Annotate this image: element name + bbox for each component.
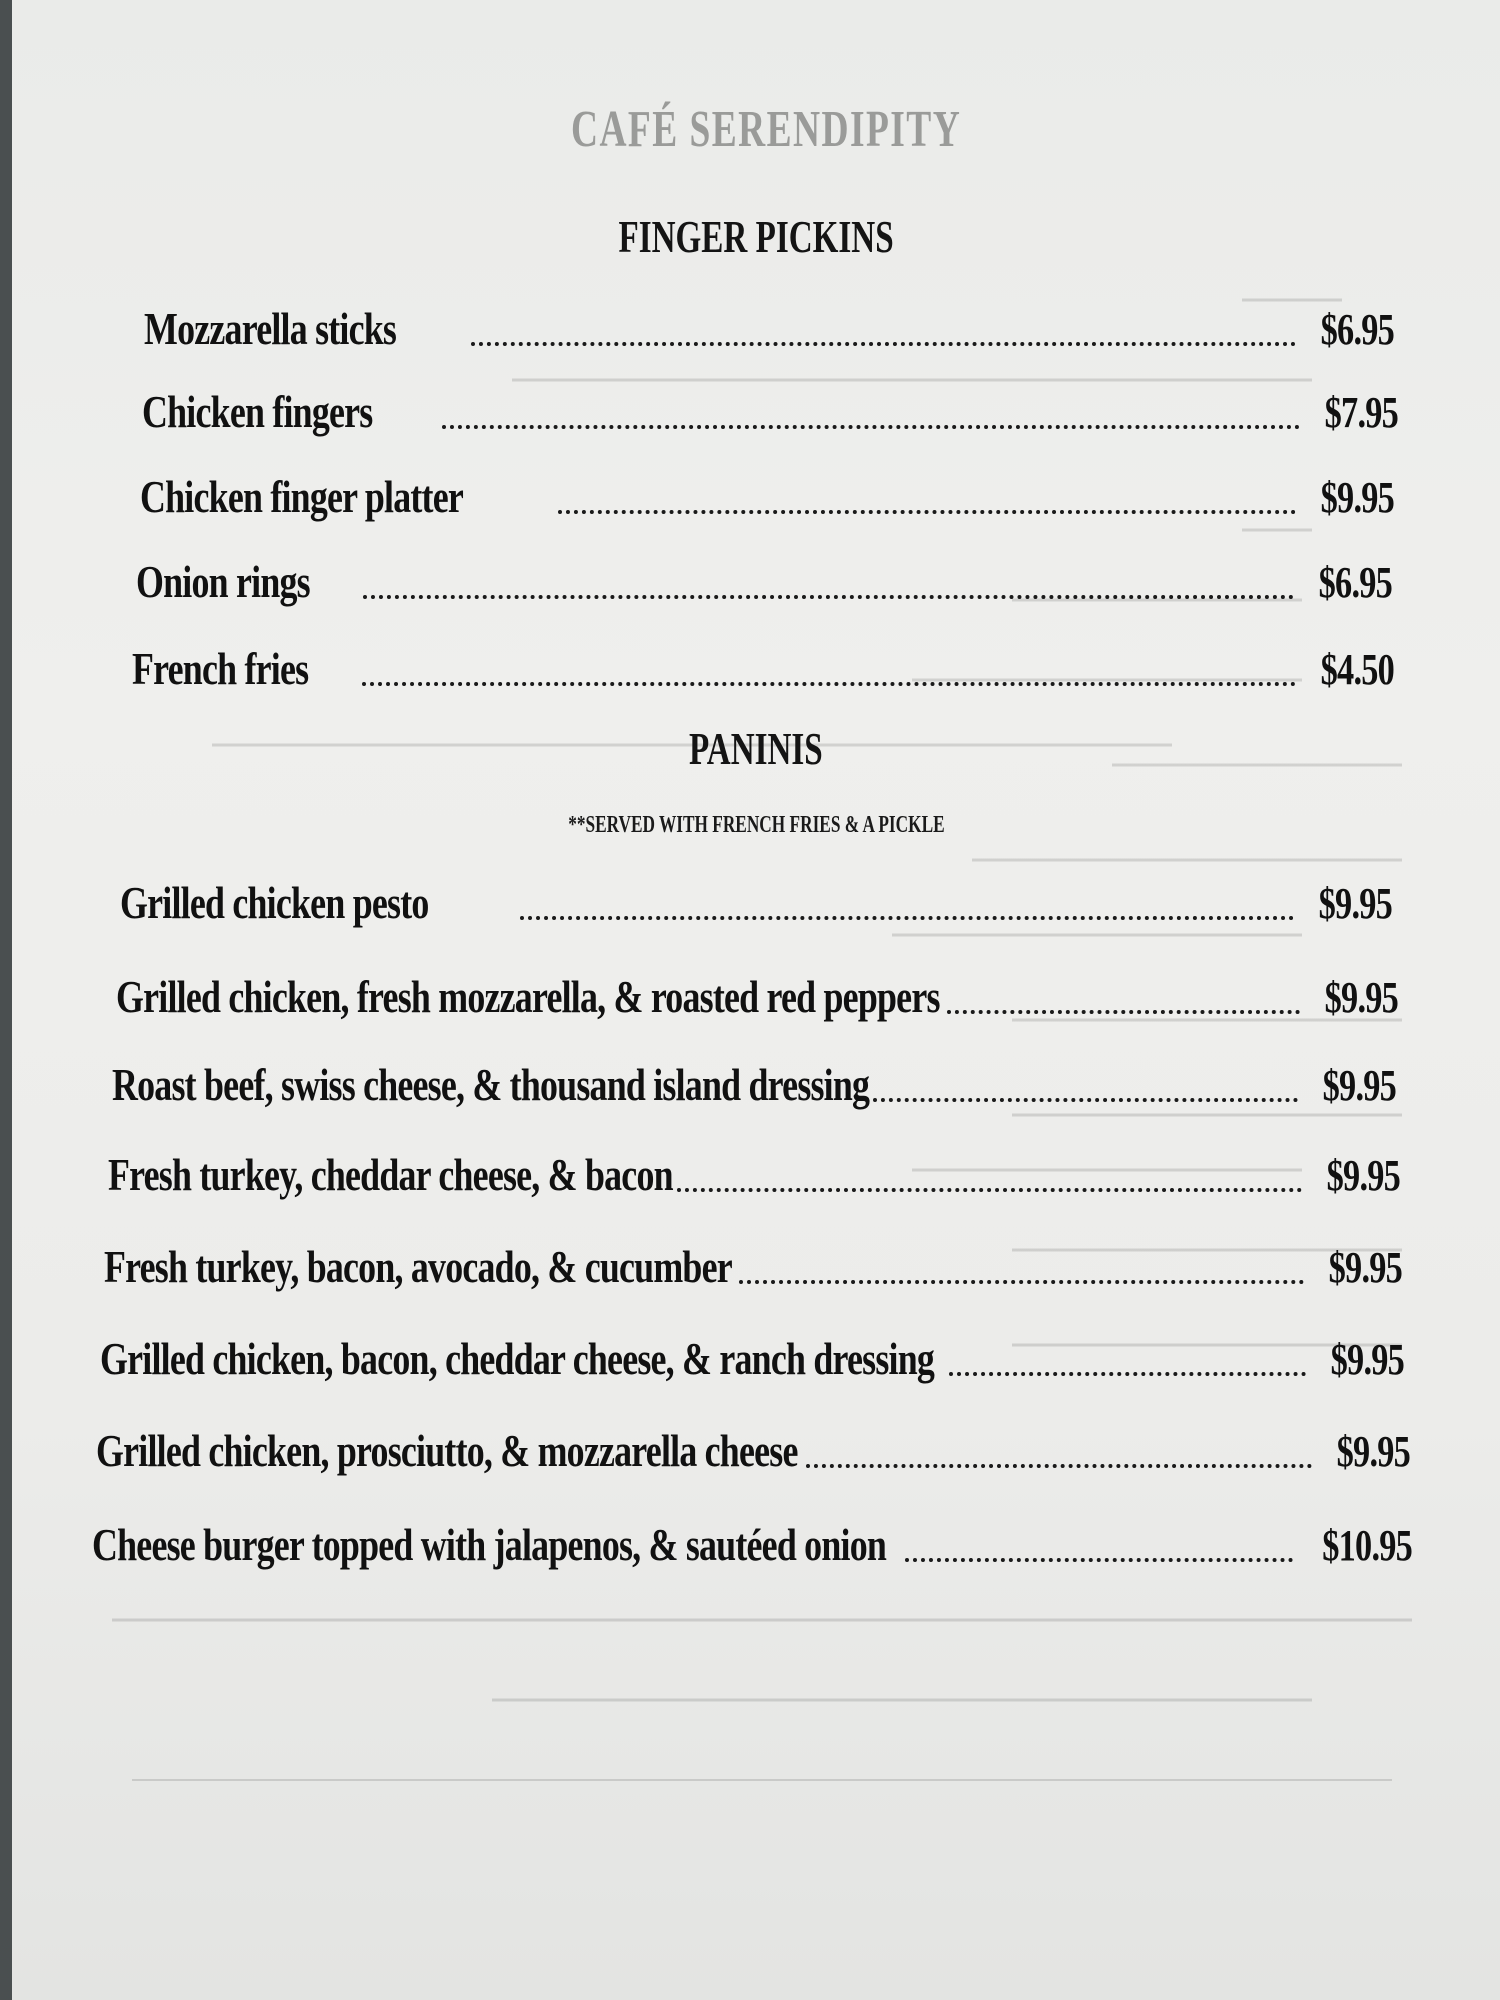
menu-item-name: Roast beef, swiss cheese, & thousand island dressing	[112, 1059, 870, 1110]
menu-item-price: $9.95	[1322, 1061, 1396, 1110]
menu-item-onion-rings	[136, 545, 1392, 605]
menu-item-name: Fresh turkey, bacon, avocado, & cucumber	[104, 1241, 732, 1292]
menu-item-roast-beef-swiss	[112, 1048, 1396, 1108]
menu-item-name: Grilled chicken, bacon, cheddar cheese, & ranch dressing	[100, 1333, 935, 1384]
leader-dots	[362, 681, 1296, 686]
leader-dots	[677, 1187, 1302, 1192]
menu-item-name: French fries	[132, 643, 309, 694]
leader-dots	[905, 1557, 1293, 1562]
menu-item-chicken-prosciutto	[96, 1414, 1410, 1474]
menu-item-name: Grilled chicken pesto	[120, 877, 429, 928]
menu-item-name: Fresh turkey, cheddar cheese, & bacon	[108, 1149, 673, 1200]
menu-item-name: Grilled chicken, prosciutto, & mozzarella cheese	[96, 1425, 798, 1476]
menu-page	[12, 0, 1500, 2000]
menu-item-turkey-bacon-avocado	[104, 1230, 1402, 1290]
section-title-paninis-text: PANINIS	[689, 723, 823, 774]
menu-item-price: $9.95	[1324, 973, 1398, 1022]
menu-item-price: $10.95	[1322, 1521, 1412, 1570]
menu-item-name: Chicken finger platter	[140, 471, 464, 522]
leader-dots	[363, 594, 1294, 599]
menu-item-turkey-cheddar-bacon	[108, 1138, 1400, 1198]
menu-item-mozzarella-sticks	[144, 292, 1394, 352]
menu-item-grilled-chicken-mozzarella-peppers	[116, 960, 1398, 1020]
menu-item-name: Chicken fingers	[142, 386, 373, 437]
leader-dots	[949, 1371, 1306, 1376]
menu-item-name: Cheese burger topped with jalapenos, & sautéed onion	[92, 1519, 887, 1570]
leader-dots	[471, 341, 1296, 346]
menu-item-french-fries	[132, 632, 1394, 692]
leader-dots	[739, 1279, 1304, 1284]
menu-item-name: Grilled chicken, fresh mozzarella, & roasted red peppers	[116, 971, 940, 1022]
menu-item-price: $7.95	[1324, 388, 1398, 437]
leader-dots	[520, 915, 1294, 920]
menu-item-chicken-finger-platter	[140, 460, 1394, 520]
menu-item-name: Onion rings	[136, 556, 310, 607]
menu-item-price: $9.95	[1326, 1151, 1400, 1200]
section-title-finger-pickins-text: FINGER PICKINS	[618, 211, 894, 262]
menu-item-price: $9.95	[1336, 1427, 1410, 1476]
paninis-served-with-note	[12, 812, 1500, 839]
menu-item-price: $6.95	[1320, 305, 1394, 354]
menu-item-price: $9.95	[1328, 1243, 1402, 1292]
leader-dots	[806, 1463, 1313, 1468]
menu-item-price: $4.50	[1320, 645, 1394, 694]
section-title-finger-pickins	[12, 210, 1500, 263]
cafe-brand-title: CAFÉ SERENDIPITY	[570, 101, 962, 158]
menu-item-chicken-bacon-ranch	[100, 1322, 1404, 1382]
menu-item-price: $9.95	[1330, 1335, 1404, 1384]
leader-dots	[947, 1009, 1300, 1014]
menu-item-chicken-fingers	[142, 375, 1398, 435]
menu-item-cheese-burger-jalapenos	[92, 1508, 1412, 1568]
leader-dots	[873, 1097, 1298, 1102]
menu-item-name: Mozzarella sticks	[144, 303, 397, 354]
section-title-paninis	[12, 722, 1500, 775]
menu-item-grilled-chicken-pesto	[120, 866, 1392, 926]
menu-item-price: $9.95	[1320, 473, 1394, 522]
leader-dots	[442, 424, 1301, 429]
paninis-note-text: **SERVED WITH FRENCH FRIES & A PICKLE	[567, 812, 945, 838]
menu-item-price: $6.95	[1318, 558, 1392, 607]
leader-dots	[558, 509, 1296, 514]
menu-item-price: $9.95	[1318, 879, 1392, 928]
